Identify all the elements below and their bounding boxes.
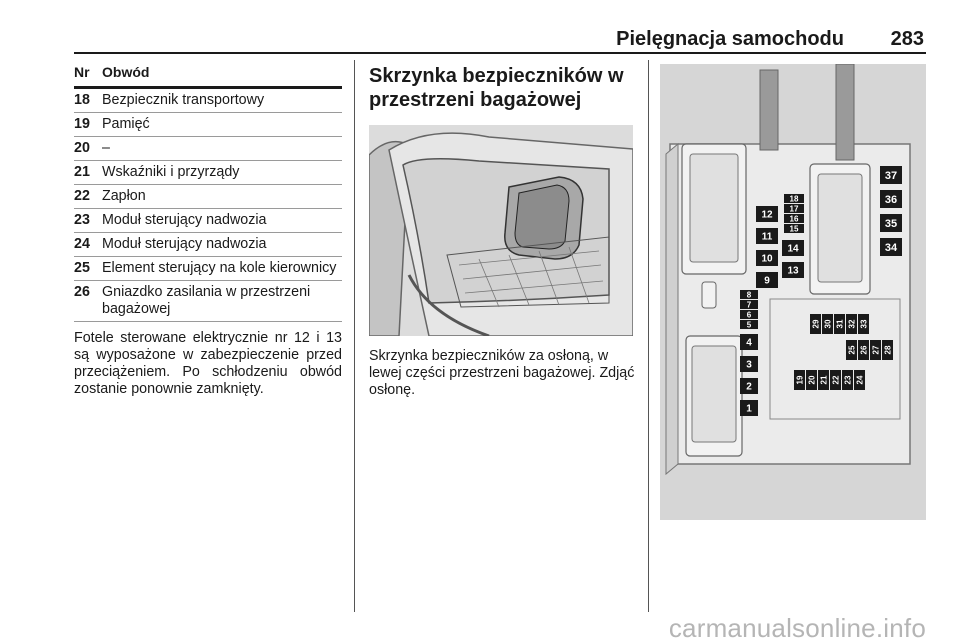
fuse-label bbox=[794, 370, 805, 390]
trunk-photo bbox=[369, 125, 633, 336]
svg-text:20: 20 bbox=[807, 375, 817, 385]
svg-text:33: 33 bbox=[859, 319, 869, 329]
svg-text:37: 37 bbox=[884, 169, 898, 182]
fuse-label bbox=[740, 290, 758, 299]
fuse-label bbox=[880, 166, 902, 184]
row-number: 24 bbox=[74, 236, 90, 252]
page-header bbox=[74, 26, 926, 54]
svg-text:1: 1 bbox=[746, 403, 752, 415]
svg-text:36: 36 bbox=[884, 193, 898, 206]
svg-text:21: 21 bbox=[819, 375, 829, 385]
svg-text:19: 19 bbox=[795, 375, 805, 385]
fuse-label bbox=[822, 314, 833, 334]
table-row bbox=[74, 233, 342, 257]
svg-text:32: 32 bbox=[847, 319, 857, 329]
svg-text:8: 8 bbox=[746, 290, 752, 300]
fuse-label bbox=[740, 378, 758, 394]
row-circuit: Wskaźniki i przyrządy bbox=[102, 164, 240, 180]
svg-text:18: 18 bbox=[789, 194, 799, 204]
fuse-label bbox=[842, 370, 853, 390]
svg-text:7: 7 bbox=[746, 300, 752, 310]
section-heading: Skrzynka bezpieczników w przestrzeni bagażowej bbox=[369, 65, 624, 111]
fuse-label bbox=[740, 356, 758, 372]
fuse-label bbox=[756, 228, 778, 244]
fuse-label bbox=[740, 334, 758, 350]
table-row bbox=[74, 257, 342, 281]
row-number: 23 bbox=[74, 212, 90, 228]
svg-text:4: 4 bbox=[746, 337, 752, 349]
svg-text:17: 17 bbox=[789, 204, 799, 214]
fuse-label bbox=[756, 206, 778, 222]
svg-text:25: 25 bbox=[847, 345, 857, 355]
table-row bbox=[74, 113, 342, 137]
trunk-illustration bbox=[369, 125, 633, 336]
table-row bbox=[74, 161, 342, 185]
fuse-label bbox=[810, 314, 821, 334]
fuse-label bbox=[806, 370, 817, 390]
svg-text:27: 27 bbox=[871, 345, 881, 355]
column-header-nr: Nr bbox=[74, 64, 90, 80]
fuse-label bbox=[880, 214, 902, 232]
row-number: 26 bbox=[74, 284, 90, 300]
fuse-label bbox=[880, 190, 902, 208]
page-number: 283 bbox=[890, 28, 924, 50]
fuse-label bbox=[834, 314, 845, 334]
fuse-label bbox=[882, 340, 893, 360]
svg-text:16: 16 bbox=[789, 214, 799, 224]
fuse-label bbox=[858, 314, 869, 334]
svg-text:3: 3 bbox=[746, 359, 752, 371]
row-circuit: Moduł sterujący nadwozia bbox=[102, 212, 267, 228]
svg-text:35: 35 bbox=[884, 217, 898, 230]
row-number: 18 bbox=[74, 92, 90, 108]
fuse-label bbox=[830, 370, 841, 390]
column-divider bbox=[354, 60, 355, 612]
svg-text:23: 23 bbox=[843, 375, 853, 385]
row-circuit: – bbox=[102, 140, 110, 156]
svg-text:14: 14 bbox=[787, 243, 799, 255]
fuse-label bbox=[870, 340, 881, 360]
svg-text:31: 31 bbox=[835, 319, 845, 329]
svg-text:5: 5 bbox=[746, 320, 752, 330]
svg-text:6: 6 bbox=[746, 310, 752, 320]
table-row bbox=[74, 137, 342, 161]
svg-text:10: 10 bbox=[761, 253, 773, 265]
row-number: 19 bbox=[74, 116, 90, 132]
row-circuit: Zapłon bbox=[102, 188, 146, 204]
column-divider bbox=[648, 60, 649, 612]
row-circuit: Gniazdko zasilania w przestrzeni bagażowej bbox=[102, 284, 311, 317]
fuse-label bbox=[740, 400, 758, 416]
fuse-label bbox=[784, 214, 804, 223]
row-circuit: Moduł sterujący nadwozia bbox=[102, 236, 267, 252]
fuse-label bbox=[858, 340, 869, 360]
svg-text:9: 9 bbox=[764, 275, 770, 287]
fuse-label bbox=[782, 240, 804, 256]
svg-text:24: 24 bbox=[855, 375, 865, 385]
svg-text:15: 15 bbox=[789, 224, 799, 234]
table-row bbox=[74, 281, 342, 322]
svg-text:26: 26 bbox=[859, 345, 869, 355]
fuse-label bbox=[740, 300, 758, 309]
fuse-label bbox=[740, 310, 758, 319]
svg-text:13: 13 bbox=[787, 265, 799, 277]
row-number: 22 bbox=[74, 188, 90, 204]
svg-text:12: 12 bbox=[761, 209, 773, 221]
fuse-label bbox=[756, 250, 778, 266]
overload-note: Fotele sterowane elektrycznie nr 12 i 13 są wyposażone w zabezpieczenie przed przeciążeniem. Po schłodzeniu obwód zostanie ponownie zamknięty. bbox=[74, 330, 342, 397]
row-number: 20 bbox=[74, 140, 90, 156]
svg-text:28: 28 bbox=[883, 345, 893, 355]
svg-text:11: 11 bbox=[761, 231, 773, 243]
fuse-label bbox=[756, 272, 778, 288]
fuse-label bbox=[880, 238, 902, 256]
fuse-label bbox=[846, 340, 857, 360]
row-number: 25 bbox=[74, 260, 90, 276]
svg-text:34: 34 bbox=[884, 241, 898, 254]
fuse-label bbox=[740, 320, 758, 329]
svg-text:30: 30 bbox=[823, 319, 833, 329]
fuse-label bbox=[784, 224, 804, 233]
fuse-label bbox=[846, 314, 857, 334]
table-row bbox=[74, 209, 342, 233]
row-circuit: Bezpiecznik transportowy bbox=[102, 92, 265, 108]
fuse-label bbox=[784, 194, 804, 203]
row-number: 21 bbox=[74, 164, 90, 180]
column-header-circuit: Obwód bbox=[102, 64, 150, 80]
row-circuit: Element sterujący na kole kierownicy bbox=[102, 260, 337, 276]
fuse-box-illustration bbox=[660, 64, 926, 520]
fuse-label bbox=[782, 262, 804, 278]
table-row bbox=[74, 185, 342, 209]
section-caption: Skrzynka bezpieczników za osłoną, w lewej części przestrzeni bagażowej. Zdjąć osłonę. bbox=[369, 348, 635, 398]
page-title: Pielęgnacja samochodu bbox=[616, 28, 844, 50]
svg-text:29: 29 bbox=[811, 319, 821, 329]
fuse-box-diagram bbox=[660, 64, 926, 520]
table-header bbox=[74, 64, 342, 89]
svg-text:22: 22 bbox=[831, 375, 841, 385]
watermark: carmanualsonline.info bbox=[668, 613, 926, 643]
fuse-label bbox=[784, 204, 804, 213]
row-circuit: Pamięć bbox=[102, 116, 150, 132]
svg-text:2: 2 bbox=[746, 381, 752, 393]
fuse-table bbox=[74, 64, 342, 398]
table-row bbox=[74, 89, 342, 113]
fuse-label bbox=[854, 370, 865, 390]
section bbox=[369, 64, 635, 398]
fuse-label bbox=[818, 370, 829, 390]
